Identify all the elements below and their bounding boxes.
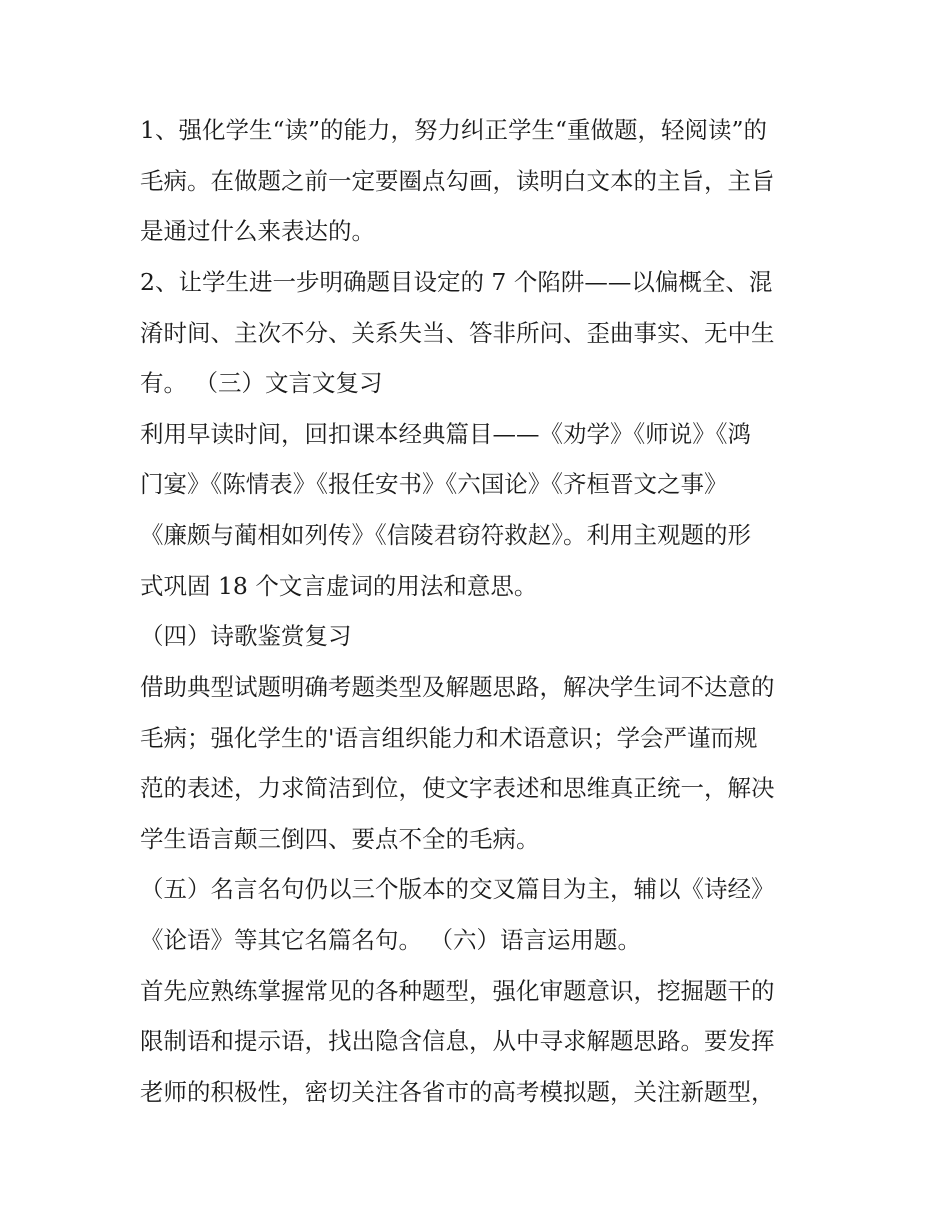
text-line: 《廉颇与蔺相如列传》《信陵君窃符救赵》。利用主观题的形	[140, 521, 751, 549]
text-line: 有。 （三）文言文复习	[140, 369, 383, 397]
text-line: 范的表述，力求简洁到位，使文字表述和思维真正统一，解决	[140, 774, 775, 802]
text-line: 淆时间、主次不分、关系失当、答非所问、歪曲事实、无中生	[140, 319, 775, 347]
text-line: 《论语》等其它名篇名句。 （六）语言运用题。	[140, 926, 641, 954]
text-line: 限制语和提示语，找出隐含信息，从中寻求解题思路。要发挥	[140, 1027, 775, 1055]
text-line: 学生语言颠三倒四、要点不全的毛病。	[140, 825, 540, 853]
text-line: 老师的积极性，密切关注各省市的高考模拟题，关注新题型，	[140, 1078, 775, 1106]
text-line: 毛病。在做题之前一定要圈点勾画，读明白文本的主旨，主旨	[140, 167, 775, 195]
text-line: 式巩固 18 个文言虚词的用法和意思。	[140, 572, 538, 600]
text-line: （五）名言名句仍以三个版本的交叉篇目为主，辅以《诗经》	[140, 875, 775, 903]
text-line: 1、强化学生“读”的能力，努力纠正学生“重做题，轻阅读”的	[140, 116, 768, 144]
section-heading: （四）诗歌鉴赏复习	[140, 622, 352, 650]
text-line: 毛病；强化学生的'语言组织能力和术语意识；学会严谨而规	[140, 724, 758, 752]
text-line: 首先应熟练掌握常见的各种题型，强化审题意识，挖掘题干的	[140, 977, 775, 1005]
text-line: 利用早读时间，回扣课本经典篇目——《劝学》《师说》《鸿	[140, 420, 751, 448]
text-line: 是通过什么来表达的。	[140, 217, 375, 245]
text-line: 门宴》《陈情表》《报任安书》《六国论》《齐桓晋文之事》	[140, 470, 728, 498]
text-line: 2、让学生进一步明确题目设定的 7 个陷阱——以偏概全、混	[140, 268, 773, 296]
text-line: 借助典型试题明确考题类型及解题思路，解决学生词不达意的	[140, 673, 775, 701]
